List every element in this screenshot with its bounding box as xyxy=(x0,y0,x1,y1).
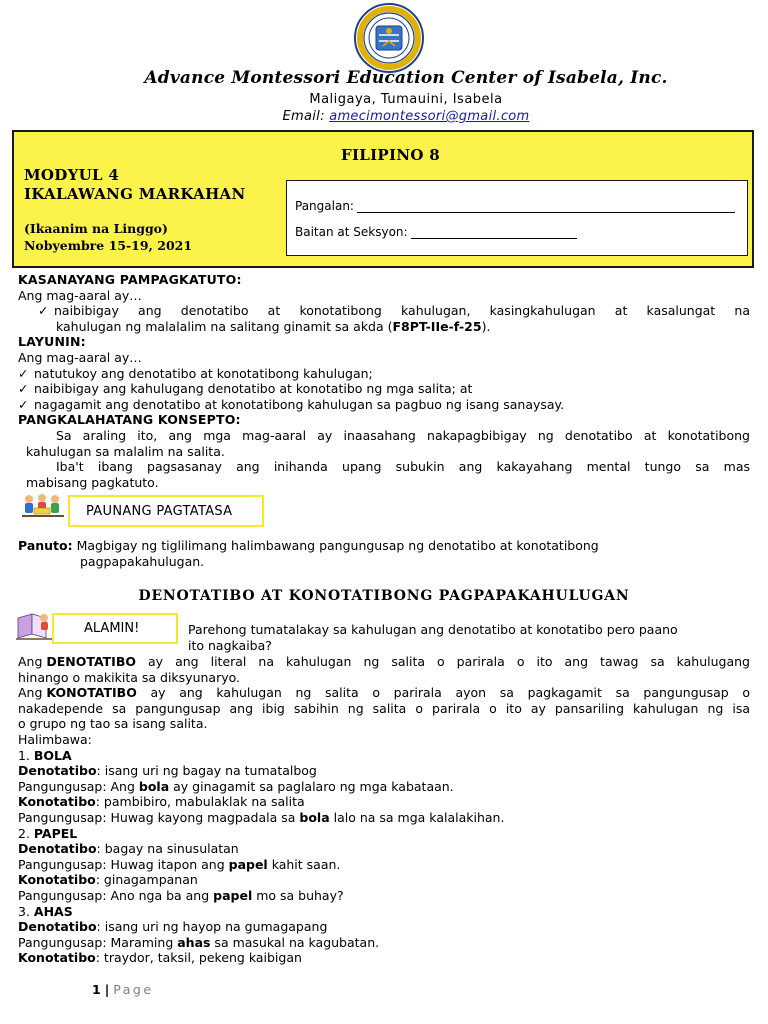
date-range: Nobyembre 15-19, 2021 xyxy=(24,238,193,253)
example-konotatibo: Konotatibo: traydor, taksil, pekeng kaibigan xyxy=(18,950,302,966)
halimbawa-label: Halimbawa: xyxy=(18,731,92,747)
layunin-item: ✓ naibibigay ang kahulugang denotatibo at konotatibo ng mga salita; at xyxy=(18,381,473,397)
week-label: (Ikaanim na Linggo) xyxy=(24,221,168,236)
example-sentence: Pangungusap: Huwag kayong magpadala sa bola lalo na sa mga kalalakihan. xyxy=(18,809,505,825)
panuto-label: Panuto: xyxy=(18,538,73,553)
example-konotatibo: Konotatibo: pambibiro, mabulaklak na salita xyxy=(18,794,305,810)
competency-code: F8PT-IIe-f-25 xyxy=(392,318,482,334)
example-denotatibo: Denotatibo: isang uri ng hayop na gumagapang xyxy=(18,919,328,935)
pangkalahatan-p1-line2: kahulugan sa malalim na salita. xyxy=(26,443,225,459)
example-denotatibo: Denotatibo: isang uri ng bagay na tumatalbog xyxy=(18,763,317,779)
students-reading-icon xyxy=(20,492,66,520)
section-blank-line[interactable] xyxy=(411,227,577,239)
objectives-block xyxy=(18,272,750,490)
layunin-item: ✓ natutukoy ang denotatibo at konotatibong kahulugan; xyxy=(18,365,373,381)
checkmark-icon: ✓ xyxy=(38,303,49,319)
alamin-question-line1: Parehong tumatalakay sa kahulugan ang denotatibo at konotatibo pero paano xyxy=(188,622,678,637)
example-sentence: Pangungusap: Ang bola ay ginagamit sa paglalaro ng mga kabataan. xyxy=(18,778,454,794)
email-label: Email: xyxy=(282,109,325,124)
kasanayan-item-line1: naibibigay ang denotatibo at konotatibong kahulugan, kasingkahulugan at kasalungat na xyxy=(54,303,750,319)
kasanayan-item xyxy=(18,303,750,319)
email-link[interactable]: amecimontessori@gmail.com xyxy=(329,109,530,124)
denotatibo-def-line1: Ang DENOTATIBO ay ang literal na kahulugan ng salita o parirala o ito ang tawag sa kahulugang xyxy=(18,654,750,669)
school-name: Advance Montessori Education Center of Isabela, Inc. xyxy=(144,68,668,88)
page-label: Page xyxy=(113,982,154,997)
book-learning-icon xyxy=(14,610,56,640)
kasanayan-item-line2: kahulugan ng malalalim na salitang ginamit sa akda (F8PT-IIe-f-25). xyxy=(56,318,491,334)
section-label: Baitan at Seksyon: xyxy=(295,225,408,239)
example-title: 1. BOLA xyxy=(18,747,72,763)
layunin-intro: Ang mag-aaral ay… xyxy=(18,349,142,365)
example-sentence: Pangungusap: Maraming ahas sa masukal na kagubatan. xyxy=(18,934,380,950)
page-footer xyxy=(92,982,154,997)
konotatibo-def-line3: o grupo ng tao sa isang salita. xyxy=(18,716,208,732)
example-sentence: Pangungusap: Ano nga ba ang papel mo sa buhay? xyxy=(18,887,344,903)
example-title: 3. AHAS xyxy=(18,903,73,919)
school-seal-logo xyxy=(345,2,433,74)
example-konotatibo: Konotatibo: ginagampanan xyxy=(18,872,198,888)
definitions-block xyxy=(18,654,750,966)
name-label: Pangalan: xyxy=(295,199,354,213)
student-info-box xyxy=(286,180,748,256)
paunang-pagtatasa-label: PAUNANG PAGTATASA xyxy=(68,495,264,527)
panuto-block xyxy=(18,538,750,569)
checkmark-icon: ✓ xyxy=(18,365,29,381)
denotatibo-term: DENOTATIBO xyxy=(46,654,136,669)
layunin-heading: LAYUNIN: xyxy=(18,334,86,350)
page-number: 1 xyxy=(92,982,101,997)
example-denotatibo: Denotatibo: bagay na sinusulatan xyxy=(18,841,239,857)
alamin-question xyxy=(188,622,748,653)
name-blank-line[interactable] xyxy=(357,201,735,213)
page-separator: | xyxy=(104,982,110,997)
layunin-item: ✓ nagagamit ang denotatibo at konotatibong kahulugan sa pagbuo ng isang sanaysay. xyxy=(18,396,565,412)
panuto-line1: Panuto: Magbigay ng tiglilimang halimbawang pangungusap ng denotatibo at konotatibong xyxy=(18,538,599,553)
checkmark-icon: ✓ xyxy=(18,396,29,412)
module-header-box xyxy=(12,130,754,268)
pangkalahatan-p2-line1: Iba't ibang pagsasanay ang inihanda upang subukin ang kakayahang mental tungo sa mas xyxy=(56,459,750,475)
konotatibo-def-line1: Ang KONOTATIBO ay ang kahulugan ng salita o parirala ayon sa pagkagamit sa pangungusap o xyxy=(18,685,750,701)
module-number: MODYUL 4 xyxy=(24,166,120,184)
alamin-question-line2: ito nagkaiba? xyxy=(188,637,272,653)
panuto-line2: pagpapakahulugan. xyxy=(80,553,205,569)
subject-title: FILIPINO 8 xyxy=(341,146,440,164)
pangkalahatan-heading: PANGKALAHATANG KONSEPTO: xyxy=(18,412,241,428)
quarter-label: IKALAWANG MARKAHAN xyxy=(24,185,246,203)
example-sentence: Pangungusap: Huwag itapon ang papel kahit saan. xyxy=(18,856,341,872)
pangkalahatan-p1-line1: Sa araling ito, ang mga mag-aaral ay inaasahang nakapagbibigay ng denotatibo at konotatibong xyxy=(56,427,750,443)
alamin-label: ALAMIN! xyxy=(52,613,178,644)
section-title: DENOTATIBO AT KONOTATIBONG PAGPAPAKAHULUGAN xyxy=(138,588,630,604)
konotatibo-term: KONOTATIBO xyxy=(46,685,137,701)
school-address: Maligaya, Tumauini, Isabela xyxy=(309,92,503,107)
kasanayan-intro: Ang mag-aaral ay… xyxy=(18,287,142,303)
school-email-line xyxy=(0,109,768,124)
example-title: 2. PAPEL xyxy=(18,825,78,841)
pangkalahatan-p2-line2: mabisang pagkatuto. xyxy=(26,474,159,490)
checkmark-icon: ✓ xyxy=(18,381,29,397)
section-field[interactable] xyxy=(295,225,577,239)
kasanayan-heading: KASANAYANG PAMPAGKATUTO: xyxy=(18,272,242,287)
name-field[interactable] xyxy=(295,199,735,213)
konotatibo-def-line2: nakadepende sa pangungusap ang ibig sabihin ng salita o parirala o ito ay pansariling kahulugan ng isa xyxy=(18,700,750,716)
denotatibo-def-line2: hinango o makikita sa diksyunaryo. xyxy=(18,669,241,685)
